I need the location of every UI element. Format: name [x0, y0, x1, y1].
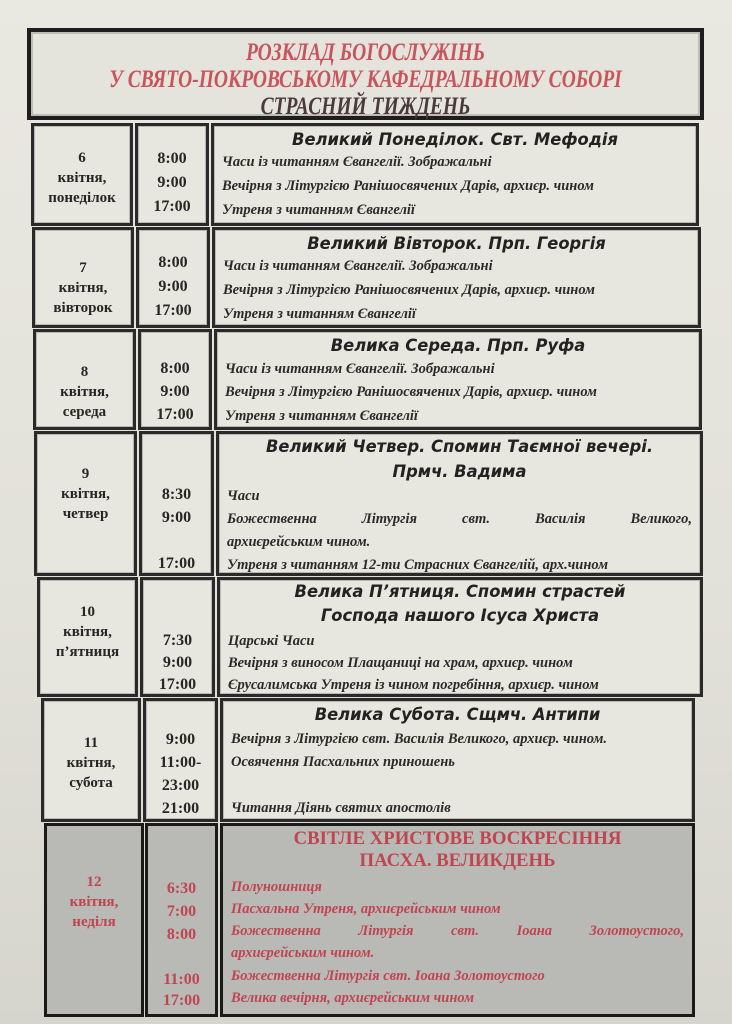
- service: Вечірня з Літургією свт. Василія Великого, архиєр. чином.: [231, 731, 608, 747]
- day-row-wednesday: [33, 329, 702, 430]
- date-cell: [33, 329, 136, 430]
- time: 17:00: [162, 992, 201, 1009]
- time: 9:00: [160, 383, 190, 400]
- date-cell: [31, 123, 133, 226]
- services-cell: [220, 698, 695, 822]
- time: 9:00: [161, 509, 192, 526]
- day-title: Великий Четвер. Спомин Таємної вечері.: [265, 437, 654, 456]
- time-cell: [145, 823, 218, 1017]
- time: 9:00: [165, 731, 196, 748]
- date-month: квітня,: [69, 894, 119, 910]
- time: 11:00-: [159, 754, 202, 771]
- date-day: 11: [83, 735, 99, 751]
- service: Полуношниця: [231, 879, 322, 895]
- time-cell: [138, 329, 212, 430]
- date-day: 8: [80, 364, 89, 380]
- header-week: СТРАСНИЙ ТИЖДЕНЬ: [260, 93, 471, 120]
- service: Часи із читанням Євангелії. Зображальні: [225, 361, 495, 377]
- date-cell: [32, 227, 134, 328]
- time: 9:00: [157, 174, 187, 191]
- service: Часи: [227, 488, 260, 504]
- date-month: квітня,: [63, 624, 112, 640]
- time: 17:00: [158, 676, 197, 693]
- header-cathedral: У СВЯТО-ПОКРОВСЬКОМУ КАФЕДРАЛЬНОМУ СОБОРІ: [109, 66, 622, 93]
- services-cell: [220, 823, 695, 1017]
- day-subtitle: ПАСХА. ВЕЛИКДЕНЬ: [359, 850, 556, 871]
- time: 9:00: [158, 278, 188, 295]
- time: 17:00: [156, 406, 194, 423]
- time: 8:30: [161, 486, 192, 503]
- date-month: квітня,: [57, 170, 107, 186]
- date-weekday: вівторок: [53, 300, 113, 316]
- day-title: СВІТЛЕ ХРИСТОВЕ ВОСКРЕСІННЯ: [293, 828, 622, 849]
- services-cell: [212, 227, 701, 328]
- time: 23:00: [161, 777, 200, 794]
- date-cell: [34, 431, 137, 576]
- date-weekday: понеділок: [48, 190, 116, 206]
- day-row-easter-sunday: [44, 823, 695, 1017]
- day-row-monday: [31, 123, 699, 226]
- service: Пасхальна Утреня, архиєрейським чином: [231, 901, 501, 917]
- service: Утреня з читанням Євангелії: [225, 408, 418, 424]
- service: Велика вечірня, архиєрейським чином: [231, 990, 475, 1006]
- header-title: РОЗКЛАД БОГОСЛУЖІНЬ: [245, 39, 486, 66]
- date-weekday: субота: [69, 775, 113, 791]
- time: 17:00: [157, 555, 196, 572]
- day-title: Великий Понеділок. Свт. Мефодія: [292, 130, 618, 149]
- day-subtitle: Господа нашого Ісуса Христа: [320, 606, 600, 625]
- time-cell: [143, 698, 218, 822]
- date-month: квітня,: [60, 384, 109, 400]
- service: Єрусалимська Утреня із чином погребіння, архиєр. чином: [228, 677, 599, 693]
- date-day: 12: [86, 874, 102, 890]
- service: Божественна Літургія свт. Іоана Золотоустого: [231, 968, 545, 984]
- service: Освячення Пасхальних приношень: [231, 754, 455, 770]
- service: Утреня з читанням Євангелії: [222, 202, 415, 218]
- date-day: 10: [80, 604, 95, 620]
- date-cell: [41, 698, 141, 822]
- service: Часи із читанням Євангелії. Зображальні: [223, 258, 493, 274]
- day-row-tuesday: [32, 227, 701, 328]
- date-day: 9: [81, 466, 90, 482]
- date-month: квітня,: [66, 755, 116, 771]
- service: Часи із читанням Євангелії. Зображальні: [222, 154, 492, 170]
- date-day: 7: [79, 260, 87, 276]
- time-cell: [140, 577, 215, 697]
- time: 17:00: [153, 198, 191, 215]
- service: архиєрейським чином.: [231, 945, 375, 961]
- day-title: Велика Середа. Прп. Руфа: [330, 336, 586, 355]
- services-cell: [217, 577, 703, 697]
- service: Утреня з читанням Євангелії: [223, 306, 416, 322]
- time: 7:00: [166, 903, 197, 920]
- day-row-friday: [37, 577, 703, 697]
- day-subtitle: Прмч. Вадима: [392, 462, 527, 481]
- time: 17:00: [154, 302, 192, 319]
- date-weekday: п’ятниця: [55, 644, 120, 660]
- time: 6:30: [166, 880, 197, 897]
- time: 9:00: [162, 654, 193, 671]
- day-title: Великий Вівторок. Прп. Георгія: [307, 234, 606, 253]
- date-cell: [37, 577, 138, 697]
- service: Утреня з читанням 12-ти Страсних Євангелій, арх.чином: [227, 557, 609, 573]
- services-cell: [216, 431, 703, 576]
- time: 8:00: [157, 150, 187, 167]
- day-title: Велика Субота. Сщмч. Антипи: [314, 705, 601, 724]
- time: 8:00: [166, 926, 197, 943]
- day-title: Велика П’ятниця. Спомин страстей: [294, 582, 626, 601]
- time: 21:00: [161, 800, 200, 817]
- service: Вечірня з Літургією Ранішосвячених Дарів, архиєр. чином: [222, 178, 594, 194]
- time: 8:00: [158, 254, 188, 271]
- service: Читання Діянь святих апостолів: [231, 800, 451, 816]
- service: Вечірня з Літургією Ранішосвячених Дарів, архиєр. чином: [225, 384, 597, 400]
- services-cell: [211, 123, 699, 226]
- services-cell: [214, 329, 702, 430]
- service: архиєрейським чином.: [227, 534, 371, 550]
- service: Божественна Літургія свт. Василія Великого,: [227, 511, 692, 527]
- time: 7:30: [162, 632, 193, 649]
- date-month: квітня,: [61, 486, 110, 502]
- service: Вечірня з виносом Плащаниці на храм, архиєр. чином: [228, 655, 573, 671]
- day-row-saturday: [41, 698, 695, 822]
- time-cell: [135, 123, 209, 226]
- service: Вечірня з Літургією Ранішосвячених Дарів, архиєр. чином: [223, 282, 595, 298]
- date-day: 6: [78, 150, 86, 166]
- service: Царські Часи: [228, 633, 315, 649]
- date-weekday: неділя: [72, 914, 116, 930]
- time: 11:00: [163, 971, 200, 988]
- time-cell: [136, 227, 210, 328]
- schedule-header: [27, 28, 704, 120]
- time-cell: [139, 431, 214, 576]
- time: 8:00: [160, 360, 190, 377]
- date-month: квітня,: [58, 280, 108, 296]
- date-weekday: четвер: [62, 506, 109, 522]
- date-cell: [44, 823, 144, 1017]
- day-row-thursday: [34, 431, 703, 576]
- service: Божественна Літургія свт. Іоана Золотоустого,: [231, 923, 684, 939]
- date-weekday: середа: [62, 404, 107, 420]
